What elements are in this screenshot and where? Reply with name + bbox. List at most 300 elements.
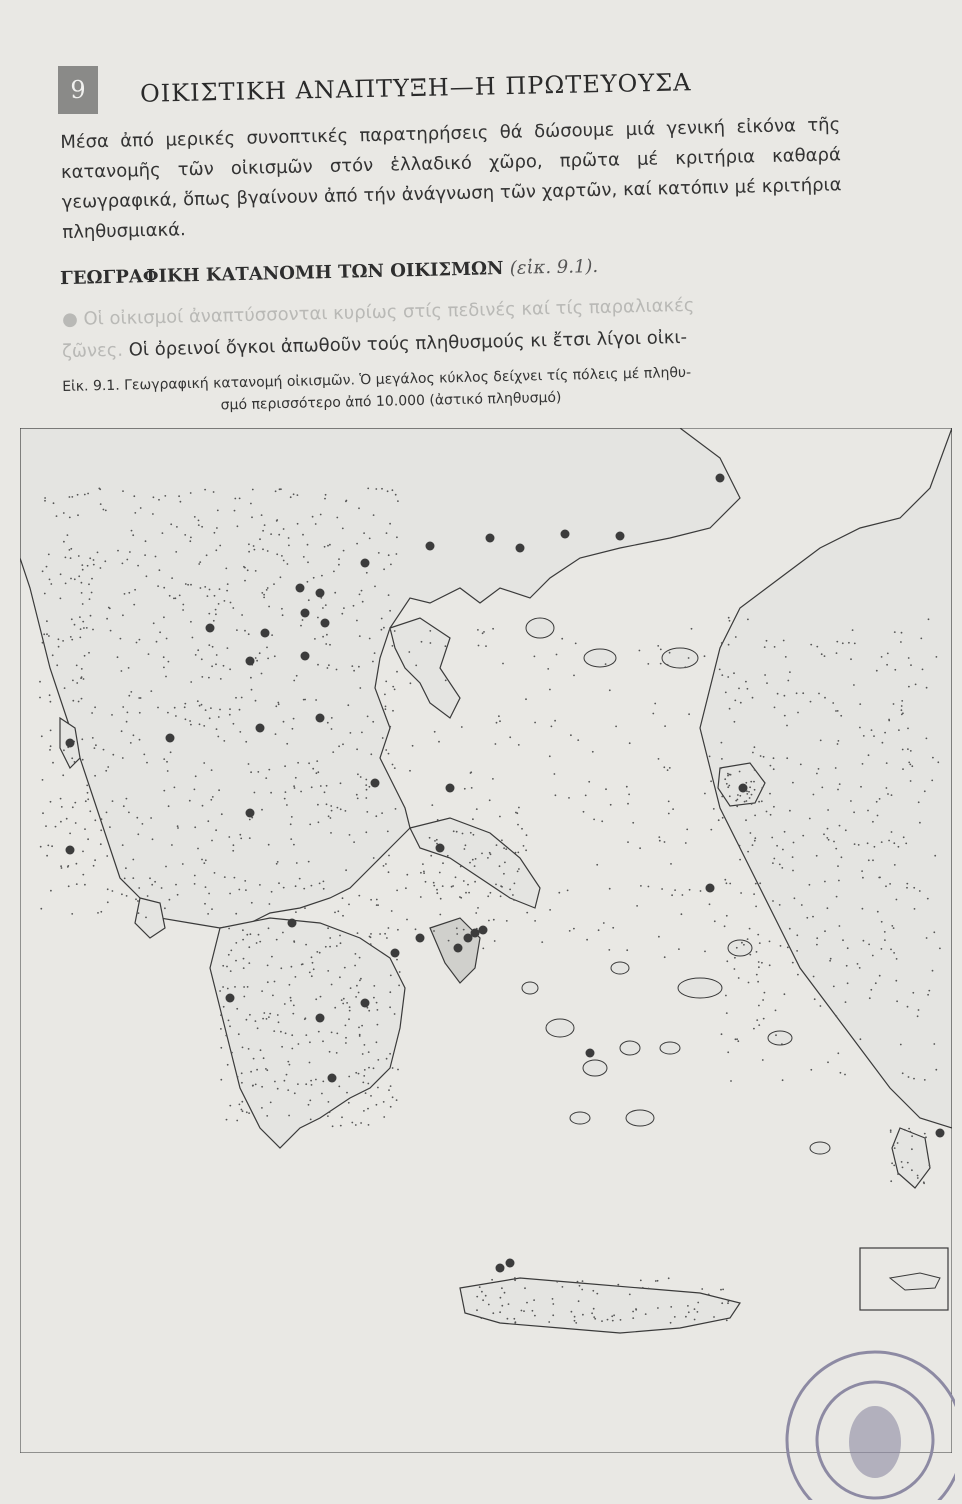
settlement-dot: [728, 1300, 730, 1302]
settlement-dot: [499, 1311, 501, 1313]
body-ghost-word: ζῶνες.: [61, 339, 124, 363]
settlement-dot: [236, 1120, 238, 1122]
settlement-dot: [763, 756, 765, 758]
settlement-dot: [397, 929, 399, 931]
settlement-dot: [667, 664, 669, 666]
settlement-dot: [835, 848, 837, 850]
settlement-dot: [839, 825, 841, 827]
settlement-dot: [275, 490, 277, 492]
settlement-dot: [330, 805, 332, 807]
settlement-dot: [175, 884, 177, 886]
settlement-dot: [492, 778, 494, 780]
settlement-dot: [294, 1092, 296, 1094]
settlement-dot: [122, 614, 124, 616]
settlement-dot: [159, 569, 161, 571]
settlement-dot: [103, 509, 105, 511]
settlement-dot: [122, 490, 124, 492]
settlement-dot: [687, 1305, 689, 1307]
settlement-dot: [802, 835, 804, 837]
settlement-dot: [344, 967, 346, 969]
settlement-dot: [242, 1047, 244, 1049]
settlement-dot: [368, 1051, 370, 1053]
settlement-dot: [635, 1308, 637, 1310]
settlement-dot: [269, 903, 271, 905]
settlement-dot: [397, 500, 399, 502]
settlement-dot: [886, 664, 888, 666]
settlement-dot: [356, 985, 358, 987]
settlement-dot: [721, 742, 723, 744]
settlement-dot: [534, 656, 536, 658]
settlement-dot: [721, 1033, 723, 1035]
settlement-dot: [174, 707, 176, 709]
settlement-dot: [578, 1300, 580, 1302]
settlement-dot: [859, 703, 861, 705]
city-marker: [479, 926, 488, 935]
settlement-dot: [112, 800, 114, 802]
settlement-dot: [206, 554, 208, 556]
settlement-dot: [320, 996, 322, 998]
settlement-dot: [42, 642, 44, 644]
settlement-dot: [516, 812, 518, 814]
settlement-dot: [461, 726, 463, 728]
settlement-dot: [69, 833, 71, 835]
settlement-dot: [139, 712, 141, 714]
settlement-dot: [389, 1006, 391, 1008]
settlement-dot: [709, 903, 711, 905]
settlement-dot: [890, 1131, 892, 1133]
city-marker: [496, 1264, 505, 1273]
settlement-dot: [198, 520, 200, 522]
settlement-dot: [50, 745, 52, 747]
settlement-dot: [332, 751, 334, 753]
settlement-dot: [423, 872, 425, 874]
settlement-dot: [749, 954, 751, 956]
settlement-dot: [238, 1033, 240, 1035]
settlement-dot: [235, 697, 237, 699]
settlement-dot: [270, 1102, 272, 1104]
settlement-dot: [117, 550, 119, 552]
settlement-dot: [668, 801, 670, 803]
settlement-dot: [924, 1133, 926, 1135]
settlement-dot: [131, 530, 133, 532]
settlement-dot: [577, 1281, 579, 1283]
settlement-dot: [781, 1043, 783, 1045]
settlement-dot: [769, 941, 771, 943]
settlement-dot: [761, 800, 763, 802]
settlement-dot: [762, 999, 764, 1001]
settlement-dot: [157, 707, 159, 709]
settlement-dot: [421, 641, 423, 643]
settlement-dot: [261, 592, 263, 594]
settlement-dot: [50, 701, 52, 703]
settlement-dot: [246, 1019, 248, 1021]
settlement-dot: [157, 585, 159, 587]
settlement-dot: [714, 920, 716, 922]
settlement-dot: [308, 599, 310, 601]
settlement-dot: [74, 761, 76, 763]
settlement-dot: [541, 941, 543, 943]
settlement-dot: [612, 1320, 614, 1322]
settlement-dot: [265, 777, 267, 779]
settlement-dot: [504, 862, 506, 864]
settlement-dot: [276, 553, 278, 555]
settlement-dot: [629, 742, 631, 744]
settlement-dot: [839, 783, 841, 785]
settlement-dot: [340, 782, 342, 784]
settlement-dot: [87, 798, 89, 800]
settlement-dot: [750, 832, 752, 834]
library-stamp: [765, 1330, 955, 1500]
settlement-dot: [329, 1111, 331, 1113]
settlement-dot: [906, 887, 908, 889]
settlement-dot: [266, 589, 268, 591]
settlement-dot: [632, 822, 634, 824]
settlement-dot: [368, 1010, 370, 1012]
settlement-dot: [775, 1010, 777, 1012]
settlement-dot: [577, 739, 579, 741]
settlement-dot: [745, 782, 747, 784]
settlement-dot: [358, 666, 360, 668]
settlement-dot: [911, 1169, 913, 1171]
settlement-dot: [850, 658, 852, 660]
settlement-dot: [93, 564, 95, 566]
settlement-dot: [208, 644, 210, 646]
settlement-dot: [513, 899, 515, 901]
settlement-dot: [863, 735, 865, 737]
settlement-dot: [311, 956, 313, 958]
settlement-dot: [364, 1044, 366, 1046]
settlement-dot: [388, 554, 390, 556]
settlement-dot: [299, 878, 301, 880]
chapter-number-badge: [58, 66, 98, 114]
settlement-dot: [460, 866, 462, 868]
settlement-dot: [582, 1314, 584, 1316]
settlement-dot: [336, 945, 338, 947]
settlement-dot: [360, 1122, 362, 1124]
settlement-dot: [336, 669, 338, 671]
settlement-dot: [735, 636, 737, 638]
settlement-dot: [287, 1089, 289, 1091]
settlement-dot: [256, 1069, 258, 1071]
settlement-dot: [343, 998, 345, 1000]
settlement-dot: [345, 501, 347, 503]
settlement-dot: [321, 1093, 323, 1095]
settlement-dot: [884, 732, 886, 734]
settlement-dot: [220, 1014, 222, 1016]
settlement-dot: [592, 1290, 594, 1292]
settlement-dot: [672, 808, 674, 810]
settlement-dot: [917, 1177, 919, 1179]
settlement-dot: [341, 1116, 343, 1118]
settlement-dot: [346, 1092, 348, 1094]
settlement-dot: [394, 630, 396, 632]
settlement-dot: [893, 842, 895, 844]
settlement-dot: [891, 1162, 893, 1164]
settlement-dot: [582, 1280, 584, 1282]
settlement-dot: [816, 773, 818, 775]
settlement-dot: [171, 577, 173, 579]
settlement-dot: [261, 673, 263, 675]
settlement-dot: [311, 786, 313, 788]
settlement-dot: [928, 990, 930, 992]
settlement-dot: [285, 1032, 287, 1034]
settlement-dot: [769, 793, 771, 795]
settlement-dot: [331, 984, 333, 986]
city-marker: [361, 559, 370, 568]
settlement-dot: [886, 787, 888, 789]
settlement-dot: [793, 842, 795, 844]
city-marker: [506, 1259, 515, 1268]
settlement-dot: [704, 655, 706, 657]
settlement-dot: [320, 785, 322, 787]
settlement-dot: [573, 928, 575, 930]
intro-paragraph: Μέσα ἀπό μερικές συνοπτικές παρατηρήσεις θά δώσουμε μιά γενική εἰκόνα τῆς κατανομῆς τῶν οἰκισμῶν στόν ἑλλαδικό χῶρο, πρῶτα μέ κριτήρια καθαρά γεωγραφικά, ὅπως βγαίνουν ἀπό τήν ἀνάγνωση τῶν χαρτῶν, καί κατόπιν μέ κριτήρια πληθυσμιακά.: [60, 114, 842, 243]
settlement-dot: [394, 689, 396, 691]
settlement-dot: [52, 762, 54, 764]
settlement-dot: [325, 494, 327, 496]
settlement-dot: [720, 1289, 722, 1291]
settlement-dot: [827, 809, 829, 811]
settlement-dot: [289, 1064, 291, 1066]
settlement-dot: [244, 580, 246, 582]
settlement-dot: [867, 810, 869, 812]
settlement-dot: [361, 1025, 363, 1027]
settlement-dot: [792, 856, 794, 858]
settlement-dot: [585, 795, 587, 797]
settlement-dot: [153, 496, 155, 498]
settlement-dot: [95, 744, 97, 746]
settlement-dot: [351, 1122, 353, 1124]
settlement-dot: [309, 1100, 311, 1102]
settlement-dot: [794, 897, 796, 899]
settlement-dot: [786, 757, 788, 759]
settlement-dot: [388, 871, 390, 873]
settlement-dot: [100, 829, 102, 831]
settlement-dot: [552, 1303, 554, 1305]
settlement-dot: [891, 831, 893, 833]
settlement-dot: [259, 941, 261, 943]
settlement-dot: [64, 687, 66, 689]
settlement-dot: [198, 524, 200, 526]
settlement-dot: [657, 1307, 659, 1309]
settlement-dot: [297, 494, 299, 496]
settlement-dot: [796, 692, 798, 694]
settlement-dot: [605, 663, 607, 665]
settlement-dot: [812, 916, 814, 918]
settlement-dot: [81, 582, 83, 584]
settlement-dot: [901, 714, 903, 716]
settlement-dot: [333, 571, 335, 573]
settlement-dot: [658, 758, 660, 760]
settlement-dot: [276, 863, 278, 865]
settlement-dot: [827, 1061, 829, 1063]
settlement-dot: [325, 604, 327, 606]
settlement-dot: [63, 512, 65, 514]
settlement-dot: [861, 870, 863, 872]
settlement-dot: [752, 844, 754, 846]
settlement-dot: [239, 834, 241, 836]
settlement-dot: [203, 725, 205, 727]
city-marker: [739, 784, 748, 793]
settlement-dot: [348, 1102, 350, 1104]
settlement-dot: [518, 744, 520, 746]
settlement-dot: [376, 1002, 378, 1004]
settlement-dot: [776, 845, 778, 847]
city-marker: [321, 619, 330, 628]
settlement-dot: [247, 569, 249, 571]
settlement-dot: [214, 532, 216, 534]
settlement-dot: [766, 682, 768, 684]
settlement-dot: [345, 869, 347, 871]
settlement-dot: [81, 738, 83, 740]
settlement-dot: [924, 1079, 926, 1081]
settlement-dot: [362, 601, 364, 603]
settlement-dot: [745, 681, 747, 683]
settlement-dot: [592, 751, 594, 753]
settlement-dot: [128, 667, 130, 669]
settlement-dot: [169, 595, 171, 597]
settlement-dot: [330, 817, 332, 819]
settlement-dot: [63, 749, 65, 751]
settlement-dot: [801, 904, 803, 906]
settlement-dot: [241, 1072, 243, 1074]
settlement-dot: [317, 771, 319, 773]
settlement-dot: [223, 1006, 225, 1008]
settlement-dot: [688, 713, 690, 715]
settlement-dot: [265, 1068, 267, 1070]
settlement-dot: [353, 841, 355, 843]
settlement-dot: [472, 818, 474, 820]
settlement-dot: [509, 889, 511, 891]
settlement-dot: [209, 589, 211, 591]
settlement-dot: [868, 944, 870, 946]
settlement-dot: [205, 886, 207, 888]
settlement-dot: [926, 687, 928, 689]
settlement-dot: [194, 826, 196, 828]
settlement-dot: [74, 624, 76, 626]
settlement-dot: [203, 862, 205, 864]
settlement-dot: [349, 1010, 351, 1012]
settlement-dot: [190, 681, 192, 683]
caption-line-2: σμό περισσότερο ἀπό 10.000 (ἀστικό πληθυσμό): [220, 389, 562, 414]
settlement-dot: [674, 1316, 676, 1318]
settlement-dot: [355, 1072, 357, 1074]
settlement-dot: [420, 872, 422, 874]
city-marker: [226, 994, 235, 1003]
settlement-dot: [76, 863, 78, 865]
settlement-dot: [897, 1142, 899, 1144]
section-heading-text: ΓΕΩΓΡΑΦΙΚΗ ΚΑΤΑΝΟΜΗ ΤΩΝ ΟΙΚΙΣΜΩΝ: [59, 258, 504, 290]
settlement-dot: [312, 768, 314, 770]
settlement-dot: [390, 564, 392, 566]
settlement-dot: [893, 1165, 895, 1167]
settlement-dot: [370, 899, 372, 901]
settlement-dot: [259, 538, 261, 540]
settlement-dot: [292, 728, 294, 730]
settlement-dot: [433, 882, 435, 884]
settlement-dot: [70, 578, 72, 580]
city-marker: [246, 657, 255, 666]
city-marker: [516, 544, 525, 553]
settlement-dot: [496, 844, 498, 846]
city-marker: [361, 999, 370, 1008]
settlement-dot: [134, 589, 136, 591]
settlement-dot: [755, 906, 757, 908]
settlement-dot: [740, 702, 742, 704]
settlement-dot: [241, 697, 243, 699]
settlement-dot: [251, 902, 253, 904]
settlement-dot: [406, 919, 408, 921]
settlement-dot: [452, 885, 454, 887]
settlement-dot: [881, 656, 883, 658]
settlement-dot: [81, 698, 83, 700]
city-marker: [316, 714, 325, 723]
settlement-dot: [853, 811, 855, 813]
city-marker: [716, 474, 725, 483]
settlement-dot: [385, 681, 387, 683]
settlement-dot: [308, 861, 310, 863]
settlement-dot: [342, 915, 344, 917]
settlement-dot: [106, 618, 108, 620]
settlement-dot: [273, 583, 275, 585]
settlement-dot: [327, 667, 329, 669]
settlement-dot: [487, 895, 489, 897]
settlement-dot: [710, 780, 712, 782]
city-marker: [706, 884, 715, 893]
settlement-dot: [164, 907, 166, 909]
settlement-dot: [267, 658, 269, 660]
settlement-dot: [386, 532, 388, 534]
settlement-dot: [937, 761, 939, 763]
settlement-dot: [324, 498, 326, 500]
settlement-dot: [353, 670, 355, 672]
settlement-dot: [359, 1035, 361, 1037]
settlement-dot: [913, 887, 915, 889]
settlement-dot: [360, 978, 362, 980]
settlement-dot: [392, 1096, 394, 1098]
settlement-dot: [226, 1119, 228, 1121]
settlement-dot: [730, 1080, 732, 1082]
settlement-dot: [275, 733, 277, 735]
settlement-dot: [77, 494, 79, 496]
settlement-dot: [386, 1058, 388, 1060]
settlement-dot: [481, 1317, 483, 1319]
settlement-dot: [327, 927, 329, 929]
settlement-dot: [70, 636, 72, 638]
settlement-dot: [365, 784, 367, 786]
settlement-dot: [725, 692, 727, 694]
settlement-dot: [575, 1322, 577, 1324]
settlement-dot: [218, 789, 220, 791]
settlement-dot: [751, 803, 753, 805]
settlement-dot: [759, 942, 761, 944]
settlement-dot: [365, 1092, 367, 1094]
settlement-dot: [44, 500, 46, 502]
settlement-dot: [501, 1305, 503, 1307]
settlement-dot: [397, 1069, 399, 1071]
settlement-dot: [620, 1319, 622, 1321]
settlement-dot: [395, 494, 397, 496]
settlement-dot: [779, 904, 781, 906]
settlement-dot: [489, 799, 491, 801]
settlement-dot: [439, 914, 441, 916]
settlement-dot: [217, 736, 219, 738]
settlement-dot: [89, 557, 91, 559]
settlement-dot: [332, 1125, 334, 1127]
settlement-dot: [871, 729, 873, 731]
settlement-dot: [305, 1034, 307, 1036]
settlement-dot: [766, 640, 768, 642]
